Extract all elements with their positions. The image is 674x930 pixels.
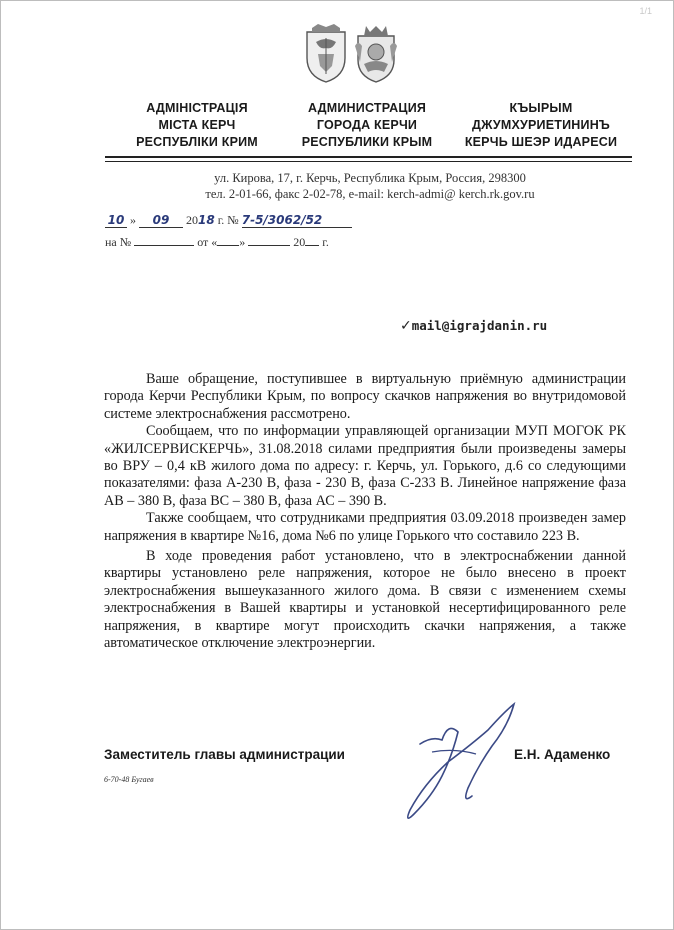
org-line: АДМИНИСТРАЦИЯ <box>307 101 427 115</box>
century-label: 20 <box>293 235 306 249</box>
reg-month: 09 <box>139 213 183 228</box>
handwritten-signature-icon <box>392 692 542 832</box>
paragraph: Ваше обращение, поступившее в виртуальную приёмную администрации города Керчи Республики Крым, по вопросу скачков напряжения во внутридомовой системе электроснабжения рассмотрено. <box>104 371 626 422</box>
reply-reference-line <box>105 234 329 250</box>
signer-name: Е.Н. Адаменко <box>514 747 611 762</box>
org-ukrainian <box>112 100 282 151</box>
header-divider-thick <box>105 156 632 158</box>
org-russian <box>282 100 452 151</box>
org-line: РЕСПУБЛІКИ КРИМ <box>136 135 258 149</box>
org-line: МІСТА КЕРЧ <box>158 118 236 132</box>
reply-day-blank <box>217 234 239 246</box>
page-mark: 1/1 <box>639 6 652 16</box>
org-line: ГОРОДА КЕРЧИ <box>316 118 418 132</box>
in-reply-label: на № <box>105 235 132 249</box>
reg-day: 10 <box>105 213 127 228</box>
quote-mark: » <box>239 235 246 249</box>
reply-number-blank <box>134 234 194 246</box>
org-crimean-tatar <box>452 100 630 151</box>
reg-year-suffix: 18 <box>198 213 215 227</box>
reply-year-blank <box>305 234 319 246</box>
org-line: ДЖУМХУРИЕТИНИНЪ <box>471 118 610 132</box>
reg-year-label: г. <box>217 213 225 227</box>
paragraph: Также сообщаем, что сотрудниками предприятия 03.09.2018 произведен замер напряжения в квартире №16, дома №6 по улице Горького что составило 223 В. <box>104 510 626 544</box>
year-label: г. <box>322 235 329 249</box>
org-line: КЕРЧЬ ШЕЭР ИДАРЕСИ <box>464 135 618 149</box>
letter-body <box>104 371 626 653</box>
paragraph: В ходе проведения работ установлено, что в электроснабжении данной квартиры установлено реле напряжения, которое не было внесено в проект электроснабжения вышеуказанного жилого дома. В связи с изменением схемы электроснабжения в Вашей квартиры и установкой несертифицированного реле напряжения, в квартире могут происходить скачки напряжения, а также автоматическое отключение электроэнергии. <box>104 548 626 652</box>
signer-position: Заместитель главы администрации <box>104 747 345 762</box>
recipient-address: mail@igrajdanin.ru <box>411 318 548 333</box>
org-line: АДМІНІСТРАЦІЯ <box>146 101 248 115</box>
org-line: РЕСПУБЛИКИ КРЫМ <box>301 135 433 149</box>
address-line: ул. Кирова, 17, г. Керчь, Республика Крым, Россия, 298300 <box>214 171 526 185</box>
kerch-coat-of-arms-icon <box>304 24 348 84</box>
reg-number: 7-5/3062/52 <box>242 213 352 228</box>
reply-month-blank <box>248 234 290 246</box>
contact-line: тел. 2-01-66, факс 2-02-78, e-mail: kerch-admi@ kerch.rk.gov.ru <box>205 187 535 201</box>
quote-mark: » <box>130 213 136 227</box>
crimea-coat-of-arms-icon <box>354 24 398 84</box>
header-divider-thin <box>105 161 632 162</box>
checkmark-icon: ✓ <box>400 318 412 334</box>
recipient-email <box>400 318 547 334</box>
from-label: от « <box>197 235 218 249</box>
executor-note: 6-70-48 Бугаев <box>104 775 154 784</box>
paragraph: Сообщаем, что по информации управляющей организации МУП МОГОК РК «ЖИЛСЕРВИСКЕРЧЬ», 31.08.2018 силами предприятия были произведены замеры во ВРУ – 0,4 кВ жилого дома по адресу: г. Керчь, ул. Горького, д.6 со следующими показателями: фаза А-230 В, фаза - 230 В, фаза С-233 В. Линейное напряжение фаза АВ – 380 В, фаза ВС – 380 В, фаза АС – 390 В. <box>104 423 626 509</box>
reg-year-prefix: 20 <box>186 213 198 227</box>
registration-line <box>105 213 352 228</box>
reg-number-label: № <box>227 213 239 227</box>
org-line: КЪЫРЫМ <box>509 101 573 115</box>
